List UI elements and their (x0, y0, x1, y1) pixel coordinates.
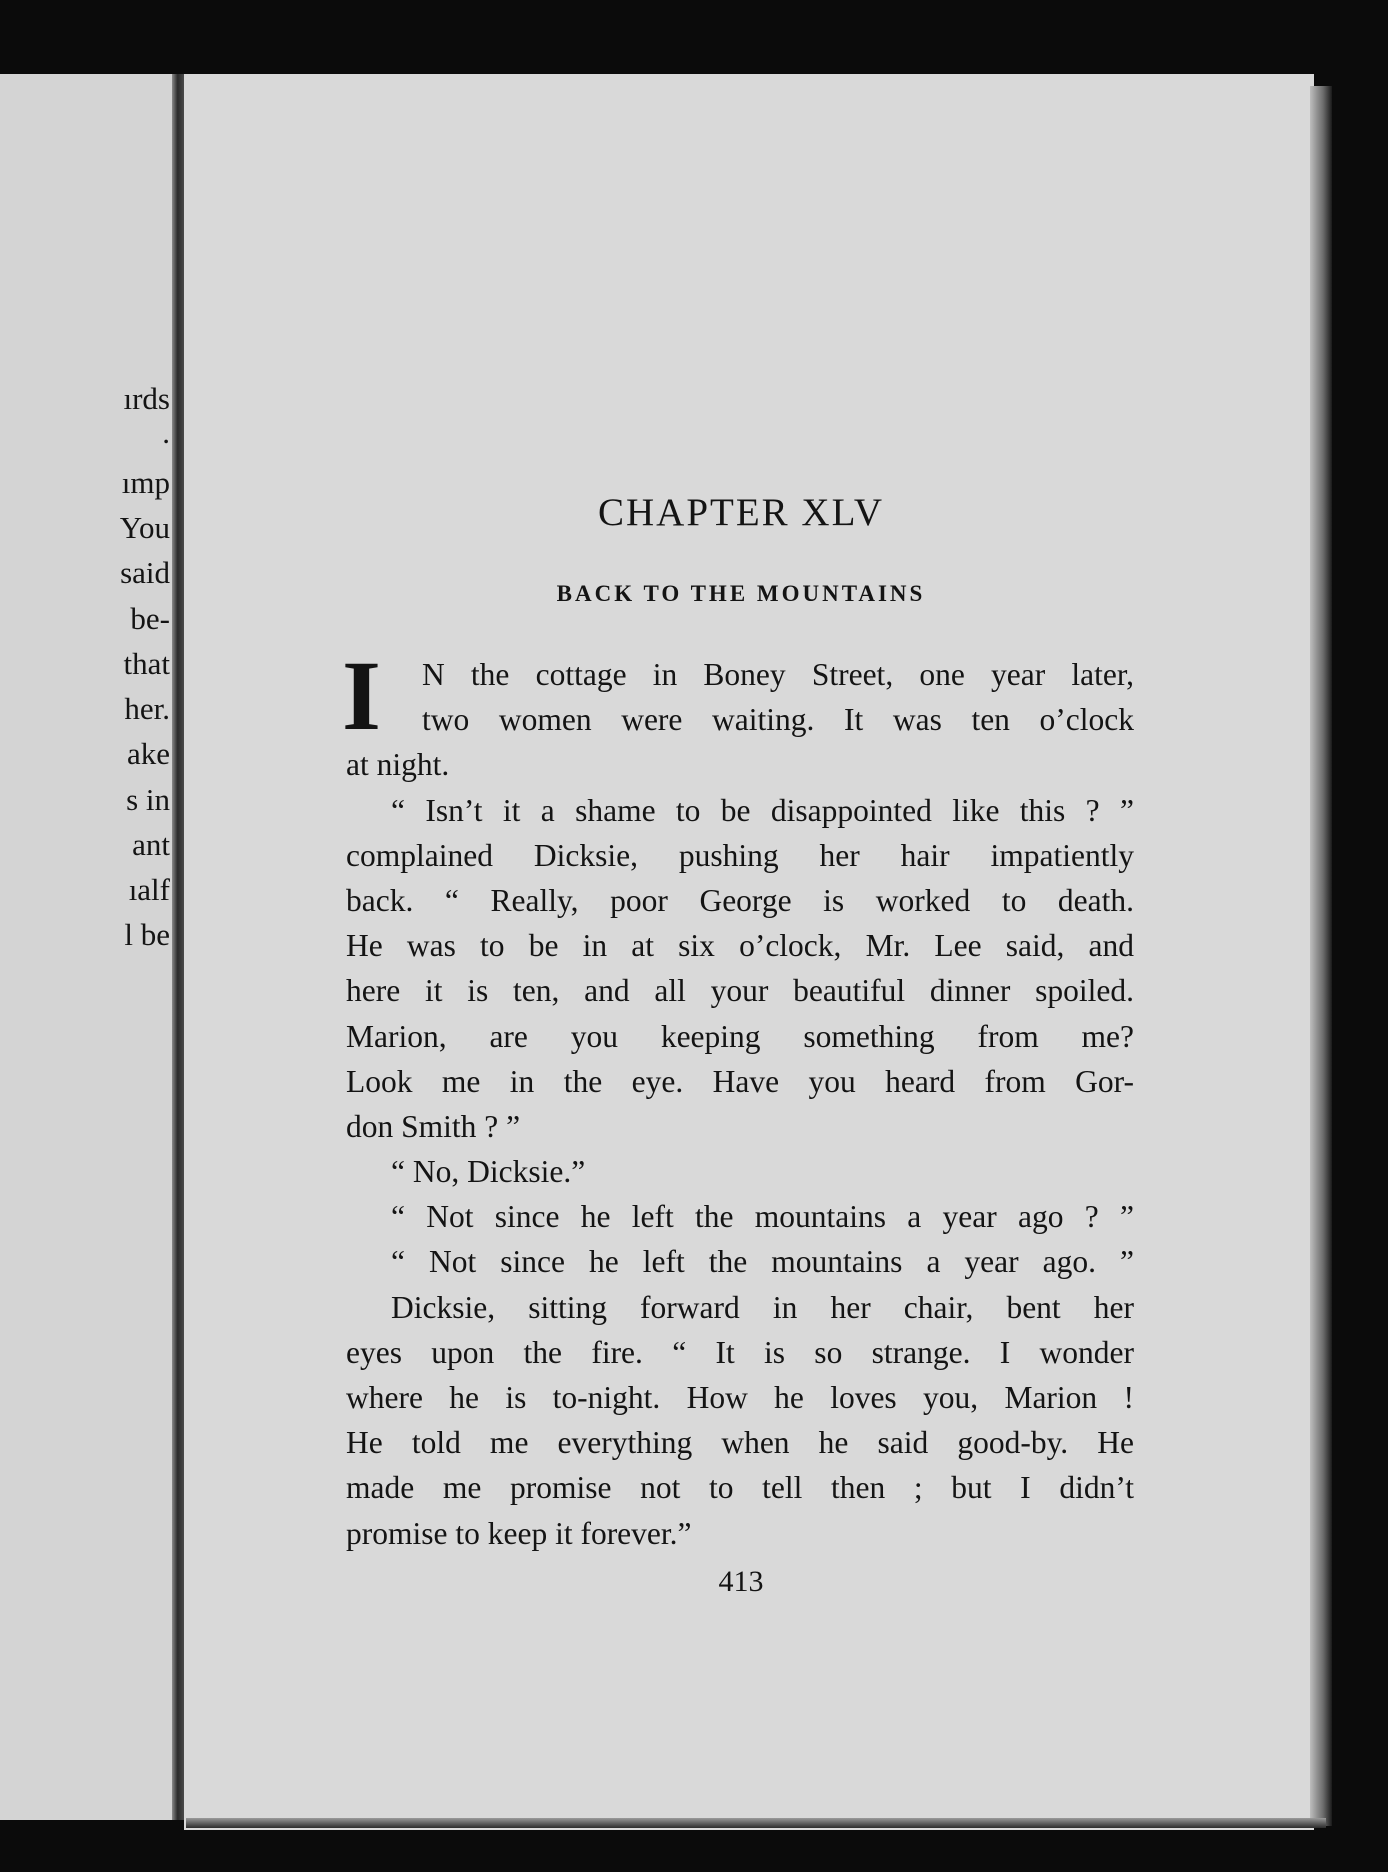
chapter-title: BACK TO THE MOUNTAINS (556, 581, 926, 606)
text-line: He told me everything when he said good-by. He (346, 1425, 1134, 1461)
facing-page-fragment: You (119, 510, 170, 545)
page-number: 413 (718, 1565, 764, 1598)
text-line: eyes upon the fire. “ It is so strange. I wonder (346, 1334, 1134, 1370)
text-line: “ Not since he left the mountains a year ago. ” (391, 1244, 1134, 1280)
page-edge (1310, 86, 1332, 1826)
drop-cap: I (342, 640, 381, 751)
facing-page-fragment: ıalf (128, 872, 170, 907)
facing-page-fragment: her. (124, 691, 170, 726)
text-line: complained Dicksie, pushing her hair impatiently (346, 837, 1134, 873)
text-line: He was to be in at six o’clock, Mr. Lee said, and (346, 928, 1134, 964)
facing-page-fragment: l be (124, 917, 170, 952)
text-line: N the cottage in Boney Street, one year later, (422, 657, 1134, 692)
text-line: “ Isn’t it a shame to be disappointed like this ? ” (391, 792, 1134, 828)
facing-page-fragment: ake (126, 736, 170, 771)
text-line: “ Not since he left the mountains a year ago ? ” (391, 1199, 1134, 1235)
text-line: at night. (346, 747, 450, 783)
chapter-body (342, 640, 1134, 1556)
text-line: Marion, are you keeping something from me? (346, 1018, 1134, 1054)
text-line: promise to keep it forever.” (346, 1515, 692, 1551)
facing-page-fragment: ımp (121, 465, 170, 500)
facing-page (0, 74, 178, 1820)
text-line: back. “ Really, poor George is worked to death. (346, 882, 1134, 918)
text-line: “ No, Dicksie.” (391, 1154, 586, 1190)
text-line: where he is to-night. How he loves you, Marion ! (346, 1380, 1134, 1415)
facing-page-fragment: said (120, 555, 170, 590)
facing-page-fragment: be- (130, 601, 170, 636)
text-line: here it is ten, and all your beautiful dinner spoiled. (346, 973, 1134, 1009)
text-line: made me promise not to tell then ; but I didn’t (346, 1470, 1134, 1506)
page-bottom-edge (186, 1818, 1326, 1828)
facing-page-fragment: . (162, 415, 170, 450)
facing-page-fragment: ırds (123, 381, 170, 416)
text-line: two women were waiting. It was ten o’clock (422, 702, 1134, 738)
facing-page-fragment: ant (132, 827, 170, 862)
facing-page-fragment: that (123, 646, 170, 681)
text-line: Look me in the eye. Have you heard from Gor- (346, 1063, 1134, 1099)
text-line: don Smith ? ” (346, 1108, 521, 1144)
opening-paragraph (342, 640, 1134, 788)
text-line: Dicksie, sitting forward in her chair, bent her (391, 1289, 1134, 1325)
chapter-number: CHAPTER XLV (597, 491, 884, 534)
facing-page-fragment: s in (126, 782, 170, 817)
